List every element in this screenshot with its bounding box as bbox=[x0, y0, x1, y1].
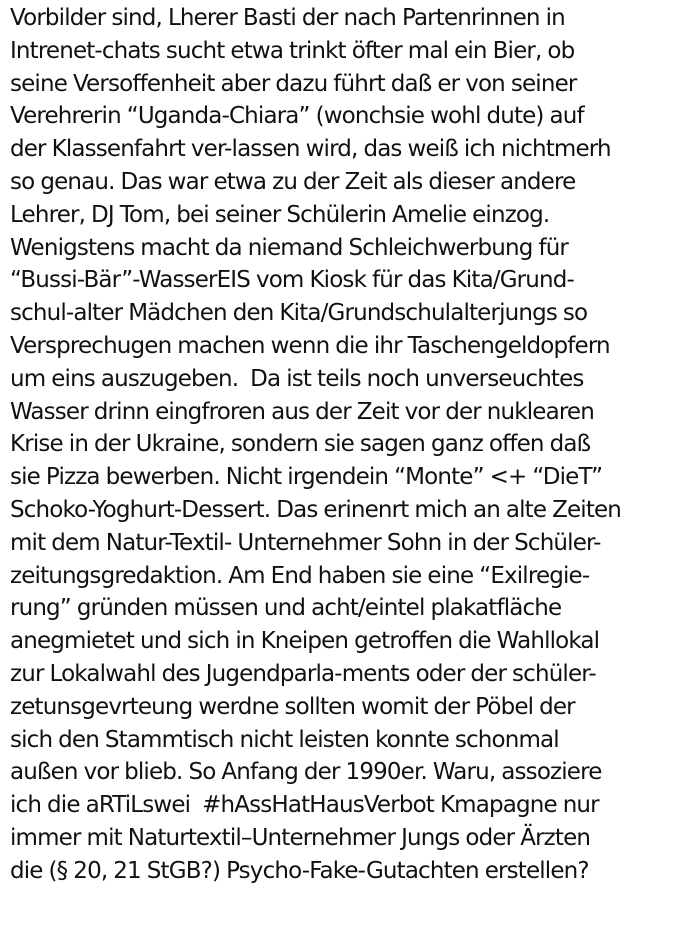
text-line: ich die aRTiLswei #hAssHatHausVerbot Kmapagne nur bbox=[10, 792, 599, 819]
text-line: immer mit Naturtextil–Unternehmer Jungs oder Ärzten bbox=[10, 824, 591, 851]
text-line: Versprechugen machen wenn die ihr Taschengeldopfern bbox=[10, 332, 610, 359]
text-line: sie Pizza bewerben. Nicht irgendein “Monte” <+ “DieT” bbox=[10, 464, 603, 491]
text-line: “Bussi-Bär”-WasserEIS vom Kiosk für das Kita/Grund- bbox=[10, 267, 574, 294]
text-line: der Klassenfahrt ver-lassen wird, das weiß ich nichtmerh bbox=[10, 136, 611, 163]
text-line: zur Lokalwahl des Jugendparla-ments oder der schüler- bbox=[10, 660, 596, 687]
text-line: anegmietet und sich in Kneipen getroffen die Wahllokal bbox=[10, 628, 600, 655]
text-line: seine Versoffenheit aber dazu führt daß er von seiner bbox=[10, 70, 577, 97]
text-line: rung” gründen müssen und acht/eintel plakatfläche bbox=[10, 595, 562, 622]
text-line: Wenigstens macht da niemand Schleichwerbung für bbox=[10, 234, 569, 261]
text-line: sich den Stammtisch nicht leisten konnte schonmal bbox=[10, 726, 559, 753]
text-line: Lehrer, DJ Tom, bei seiner Schülerin Amelie einzog. bbox=[10, 201, 550, 228]
text-line: zeitungsgredaktion. Am End haben sie eine “Exilregie- bbox=[10, 562, 590, 589]
text-line: um eins auszugeben. Da ist teils noch unverseuchtes bbox=[10, 365, 584, 392]
text-line: Intrenet-chats sucht etwa trinkt öfter mal ein Bier, ob bbox=[10, 37, 575, 64]
text-line: die (§ 20, 21 StGB?) Psycho-Fake-Gutachten erstellen? bbox=[10, 857, 589, 884]
text-line: so genau. Das war etwa zu der Zeit als dieser andere bbox=[10, 168, 576, 195]
text-line: Schoko-Yoghurt-Dessert. Das erinenrt mich an alte Zeiten bbox=[10, 496, 622, 523]
text-line: außen vor blieb. So Anfang der 1990er. Waru, assoziere bbox=[10, 759, 602, 786]
text-line: Wasser drinn eingfroren aus der Zeit vor der nuklearen bbox=[10, 398, 594, 425]
text-line: schul-alter Mädchen den Kita/Grundschulalterjungs so bbox=[10, 300, 588, 327]
body-text bbox=[10, 2, 682, 888]
text-line: mit dem Natur-Textil- Unternehmer Sohn in der Schüler- bbox=[10, 529, 601, 556]
text-line: zetunsgevrteung werdne sollten womit der Pöbel der bbox=[10, 693, 575, 720]
text-line: Vorbilder sind, Lherer Basti der nach Partenrinnen in bbox=[10, 5, 565, 31]
text-line: Verehrerin “Uganda-Chiara” (wonchsie wohl dute) auf bbox=[10, 103, 584, 130]
text-line: Krise in der Ukraine, sondern sie sagen ganz offen daß bbox=[10, 431, 591, 458]
